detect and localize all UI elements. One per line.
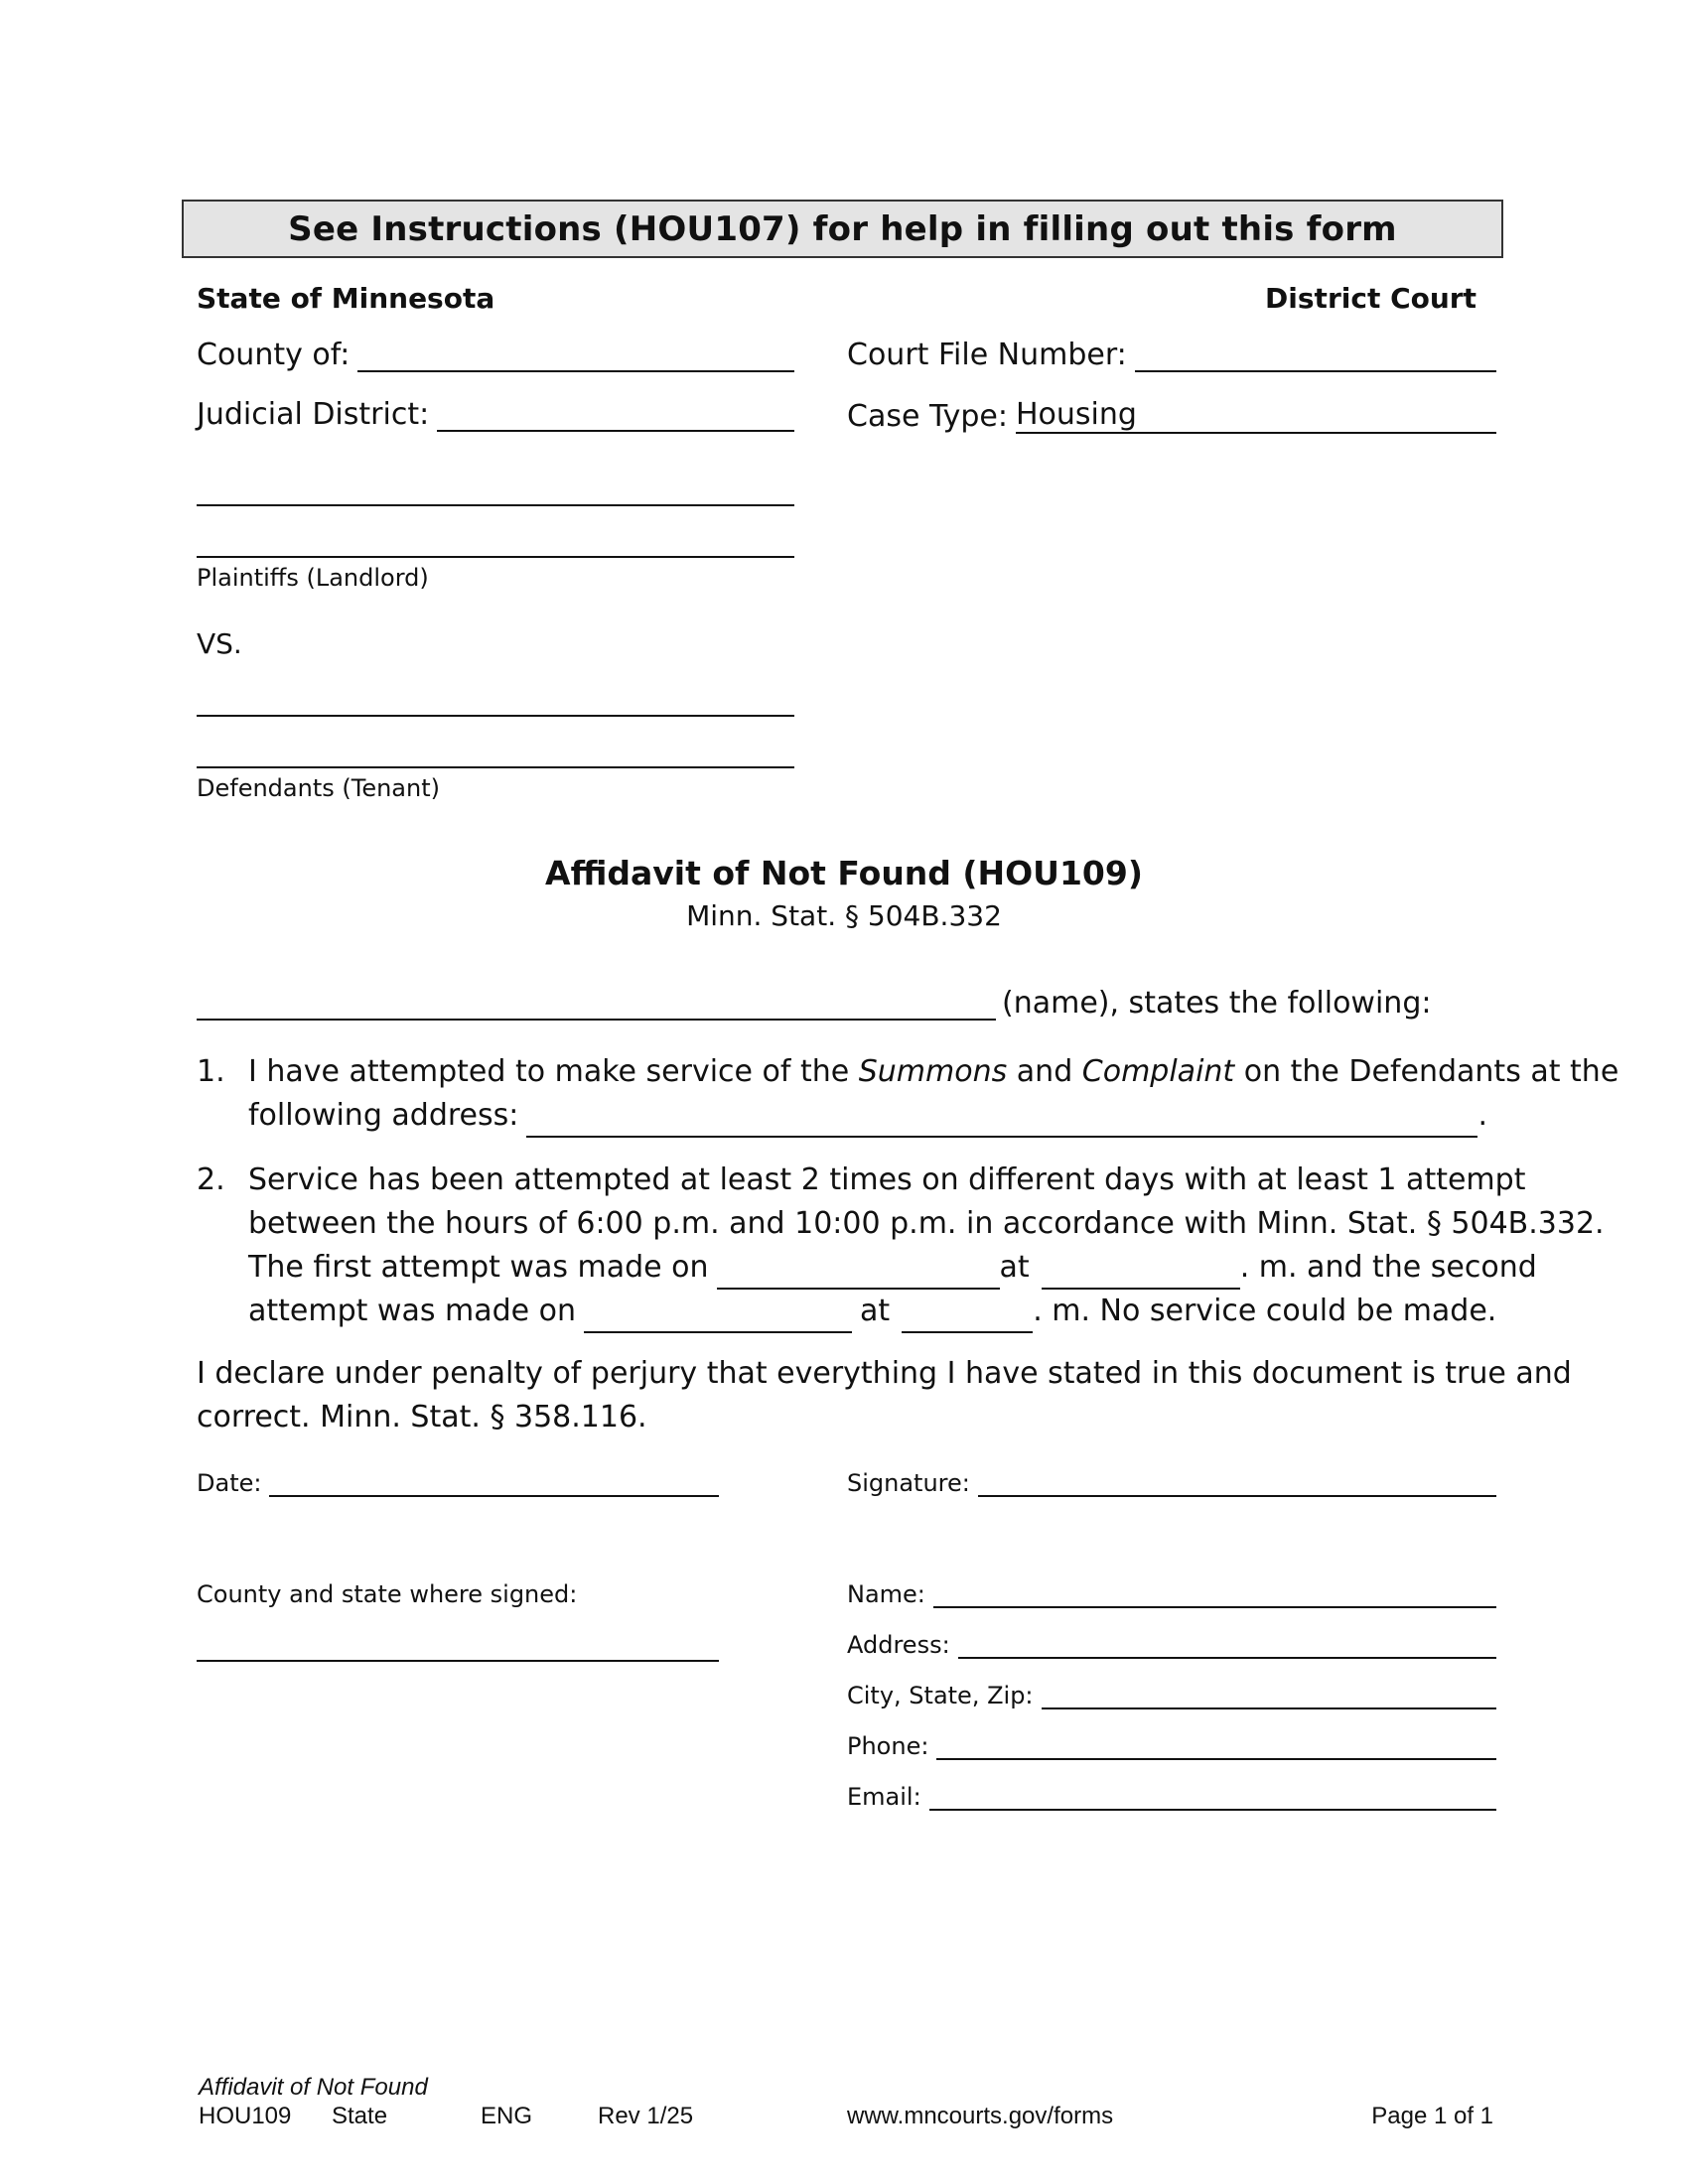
county-input[interactable] <box>357 341 794 372</box>
item-2-line-1: Service has been attempted at least 2 times on different days with at least 1 attempt <box>248 1162 1526 1197</box>
county-label: County of: <box>197 338 351 372</box>
defendant-line-2[interactable] <box>197 766 794 768</box>
court-file-field[interactable] <box>847 338 1496 372</box>
name-input[interactable] <box>933 1580 1496 1608</box>
judicial-district-label: Judicial District: <box>197 397 430 432</box>
county-state-input[interactable] <box>197 1660 719 1662</box>
footer-form-title: Affidavit of Not Found <box>199 2074 428 2101</box>
item-1-number: 1. <box>197 1054 225 1089</box>
footer-page-number: Page 1 of 1 <box>1371 2103 1493 2129</box>
second-attempt-label: attempt was made on <box>248 1294 577 1328</box>
phone-input[interactable] <box>936 1732 1496 1760</box>
affiant-name-field[interactable] <box>197 986 1507 1021</box>
court-file-input[interactable] <box>1135 341 1496 372</box>
signature-input[interactable] <box>978 1469 1496 1497</box>
footer-revision: Rev 1/25 <box>598 2103 694 2129</box>
item-1-text-a: I have attempted to make service of the <box>248 1054 859 1089</box>
summons-italic: Summons <box>858 1054 1008 1089</box>
item-2-line-4 <box>248 1290 1496 1333</box>
name-label: Name: <box>847 1580 925 1608</box>
second-attempt-suffix: . m. No service could be made. <box>1033 1294 1497 1328</box>
item-2-line-2: between the hours of 6:00 p.m. and 10:00 p.m. in accordance with Minn. Stat. § 504B.332. <box>248 1206 1605 1241</box>
signature-field[interactable] <box>847 1469 1496 1497</box>
case-type-field[interactable] <box>847 397 1496 434</box>
item-2-line-3 <box>248 1246 1537 1290</box>
first-attempt-suffix: . m. and the second <box>1239 1250 1537 1285</box>
address-field[interactable] <box>847 1631 1496 1659</box>
email-field[interactable] <box>847 1783 1496 1811</box>
signer-address-input[interactable] <box>958 1631 1496 1659</box>
city-state-zip-field[interactable] <box>847 1682 1496 1709</box>
declaration-line-1: I declare under penalty of perjury that everything I have stated in this document is true and <box>197 1356 1572 1391</box>
first-attempt-time-input[interactable] <box>1042 1258 1240 1290</box>
item-2-number: 2. <box>197 1162 225 1197</box>
defendants-label: Defendants (Tenant) <box>197 774 440 802</box>
second-attempt-date-input[interactable] <box>584 1301 852 1333</box>
city-state-zip-input[interactable] <box>1042 1682 1496 1709</box>
case-type-value: Housing <box>1015 397 1137 432</box>
second-attempt-time-input[interactable] <box>902 1301 1033 1333</box>
court-file-label: Court File Number: <box>847 338 1127 372</box>
item-1 <box>197 1050 1619 1150</box>
item-1-line-2 <box>248 1094 1487 1138</box>
city-state-zip-label: City, State, Zip: <box>847 1682 1034 1709</box>
versus-label: VS. <box>197 627 242 660</box>
instructions-banner-text: See Instructions (HOU107) for help in filling out this form <box>288 208 1397 249</box>
email-input[interactable] <box>929 1783 1496 1811</box>
date-input[interactable] <box>269 1469 719 1497</box>
state-heading: State of Minnesota <box>197 282 495 315</box>
item-1-text-b: on the Defendants at the <box>1234 1054 1619 1089</box>
judicial-district-field[interactable] <box>197 397 794 432</box>
form-statute: Minn. Stat. § 504B.332 <box>686 899 1002 932</box>
case-type-input[interactable] <box>1016 397 1496 434</box>
item-1-text-and: and <box>1007 1054 1082 1089</box>
plaintiff-line-2[interactable] <box>197 556 794 558</box>
signer-address-label: Address: <box>847 1631 950 1659</box>
complaint-italic: Complaint <box>1081 1054 1235 1089</box>
affiant-name-suffix: (name), states the following: <box>1002 986 1432 1021</box>
footer-jurisdiction: State <box>332 2103 388 2129</box>
judicial-district-input[interactable] <box>437 400 794 432</box>
defendant-line-1[interactable] <box>197 715 794 717</box>
date-label: Date: <box>197 1469 262 1497</box>
court-heading: District Court <box>1265 282 1477 315</box>
phone-field[interactable] <box>847 1732 1496 1760</box>
first-attempt-date-input[interactable] <box>717 1258 1000 1290</box>
case-type-rule <box>1137 402 1496 434</box>
name-field[interactable] <box>847 1580 1496 1608</box>
address-label: following address: <box>248 1098 519 1133</box>
signature-label: Signature: <box>847 1469 970 1497</box>
second-attempt-at: at <box>860 1294 891 1328</box>
footer-website-link[interactable]: www.mncourts.gov/forms <box>847 2103 1114 2129</box>
first-attempt-label: The first attempt was made on <box>248 1250 709 1285</box>
date-field[interactable] <box>197 1469 719 1497</box>
footer-language: ENG <box>481 2103 533 2129</box>
first-attempt-at: at <box>999 1250 1030 1285</box>
county-field[interactable] <box>197 338 794 372</box>
phone-label: Phone: <box>847 1732 929 1760</box>
affiant-name-input[interactable] <box>197 989 996 1021</box>
item-2 <box>197 1159 1605 1337</box>
declaration-line-2: correct. Minn. Stat. § 358.116. <box>197 1400 647 1434</box>
instructions-banner <box>182 200 1503 258</box>
item-1-line-1 <box>248 1050 1618 1094</box>
case-type-label: Case Type: <box>847 399 1008 434</box>
email-label: Email: <box>847 1783 921 1811</box>
address-input[interactable] <box>526 1106 1477 1138</box>
county-state-label: County and state where signed: <box>197 1580 578 1608</box>
address-period: . <box>1477 1098 1487 1133</box>
plaintiff-line-1[interactable] <box>197 504 794 506</box>
form-title: Affidavit of Not Found (HOU109) <box>545 854 1143 892</box>
plaintiffs-label: Plaintiffs (Landlord) <box>197 564 429 592</box>
footer-form-code: HOU109 <box>199 2103 292 2129</box>
